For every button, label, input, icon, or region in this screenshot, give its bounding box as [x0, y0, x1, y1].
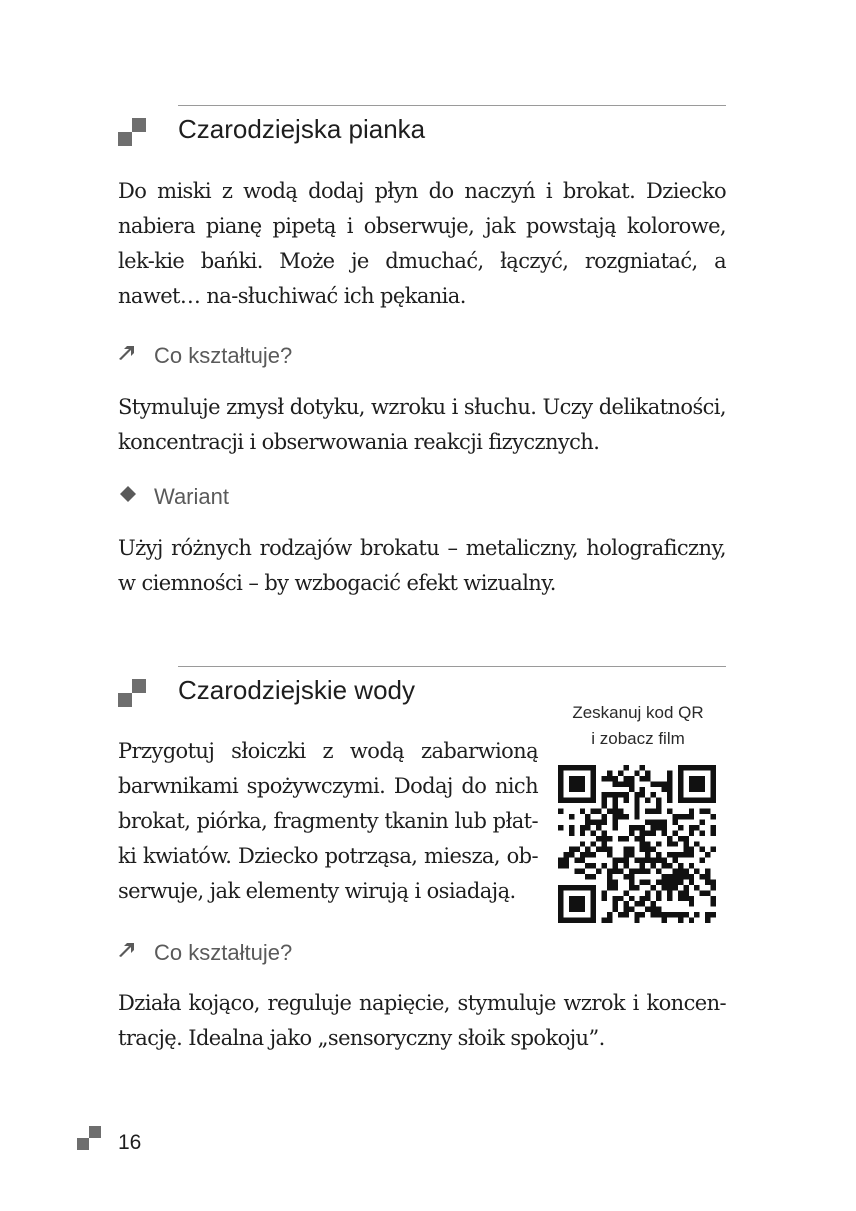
- square-steps-icon: [118, 118, 150, 150]
- qr-caption: [552, 700, 724, 752]
- qr-code[interactable]: [558, 765, 716, 923]
- section-divider: [178, 105, 726, 106]
- square-steps-icon: [118, 679, 150, 711]
- skills-subheading: [118, 940, 292, 966]
- diamond-icon: [118, 484, 154, 510]
- skills-heading: Co kształtuje?: [154, 940, 293, 965]
- skills-text: Stymuluje zmysł dotyku, wzroku i słuchu. Uczy delikatności, koncentracji i obserwowania reakcji fizycznych.: [118, 395, 726, 454]
- section-title: Czarodziejskie wody: [178, 675, 415, 705]
- qr-caption-line: Zeskanuj kod QR: [572, 703, 704, 722]
- skills-subheading: [118, 343, 292, 369]
- variant-subheading: [118, 484, 229, 510]
- skills-heading: Co kształtuje?: [154, 343, 293, 368]
- activity-description: Przygotuj słoiczki z wodą zabarwioną barwnikami spożywczymi. Dodaj do nich brokat, piórka, fragmenty tkanin lub płat-ki kwiatów. Dziecko potrząsa, miesza, ob-serwuje, jak elementy wirują i osiadają.: [118, 739, 538, 903]
- section-divider: [178, 666, 726, 667]
- arrow-up-right-icon: [118, 343, 154, 369]
- skills-text: Działa kojąco, reguluje napięcie, stymuluje wzrok i koncen-trację. Idealna jako „sensoryczny słoik spokoju”.: [118, 991, 726, 1050]
- variant-text: Użyj różnych rodzajów brokatu – metaliczny, holograficzny, w ciemności – by wzbogacić efekt wizualny.: [118, 536, 726, 595]
- square-steps-icon: [77, 1126, 109, 1158]
- arrow-up-right-icon: [118, 940, 154, 966]
- activity-description: Do miski z wodą dodaj płyn do naczyń i brokat. Dziecko nabiera pianę pipetą i obserwuje, jak powstają kolorowe, lek-kie bańki. Może je dmuchać, łączyć, rozgniatać, a nawet… na-słuchiwać ich pękania.: [118, 179, 726, 308]
- section-title: Czarodziejska pianka: [178, 114, 426, 144]
- page-number: 16: [118, 1131, 142, 1154]
- variant-heading: Wariant: [154, 484, 229, 509]
- qr-caption-line: i zobacz film: [591, 729, 685, 748]
